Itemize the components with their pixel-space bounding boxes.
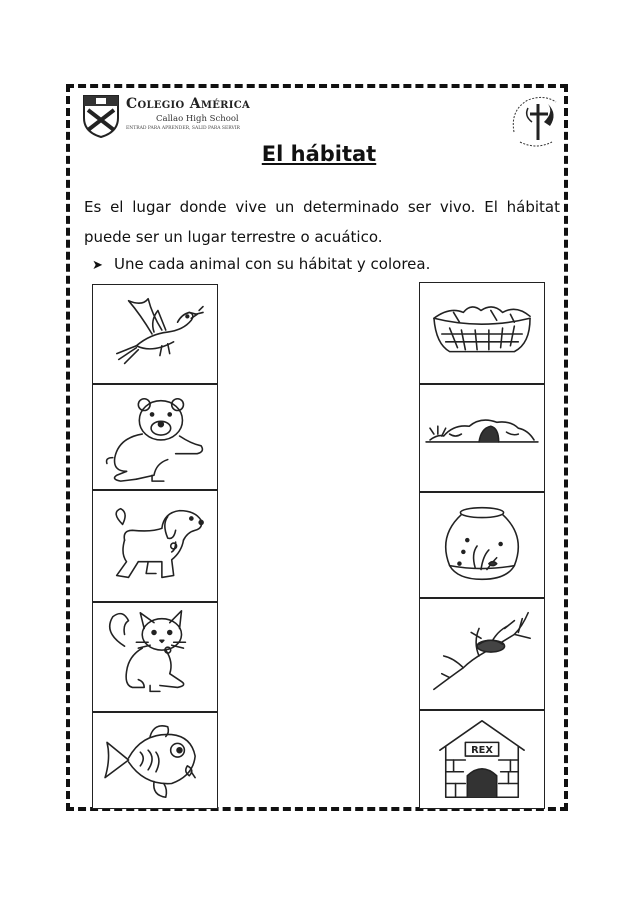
school-name: Colegio América: [126, 96, 251, 112]
bird-icon: [93, 285, 217, 383]
habitat-cell-nest[interactable]: [419, 282, 545, 384]
animal-cell-bear[interactable]: [92, 384, 218, 490]
page-title: El hábitat: [261, 142, 377, 166]
intro-text: Es el lugar donde vive un determinado ser vivo. El hábitat puede ser un lugar terrestre o acuático.: [84, 198, 560, 246]
fish-icon: [93, 713, 217, 808]
cave-icon: [420, 385, 544, 491]
school-motto: ENTRAD PARA APRENDER, SALID PARA SERVIR: [126, 126, 240, 131]
school-crest-icon: [82, 92, 120, 138]
habitat-cell-tree-nest[interactable]: [419, 598, 545, 710]
animal-cell-cat[interactable]: [92, 602, 218, 712]
arrow-bullet-icon: ➤: [92, 258, 103, 273]
school-logo: [82, 92, 252, 138]
tree-nest-icon: [420, 599, 544, 709]
habitat-cell-doghouse[interactable]: [419, 710, 545, 809]
doghouse-icon: [420, 711, 544, 808]
animal-cell-fish[interactable]: [92, 712, 218, 809]
animal-cell-bird[interactable]: [92, 284, 218, 384]
school-subtitle: Callao High School: [156, 114, 239, 124]
instruction: [92, 255, 430, 273]
instruction-text: Une cada animal con su hábitat y colorea.: [114, 255, 431, 273]
doghouse-sign: REX: [471, 745, 493, 757]
cat-icon: [93, 603, 217, 711]
nest-icon: [420, 283, 544, 383]
bear-icon: [93, 385, 217, 489]
dog-icon: [93, 491, 217, 601]
habitat-cell-fishbowl[interactable]: [419, 492, 545, 598]
animal-cell-dog[interactable]: [92, 490, 218, 602]
habitat-cell-cave[interactable]: [419, 384, 545, 492]
fishbowl-icon: [420, 493, 544, 597]
